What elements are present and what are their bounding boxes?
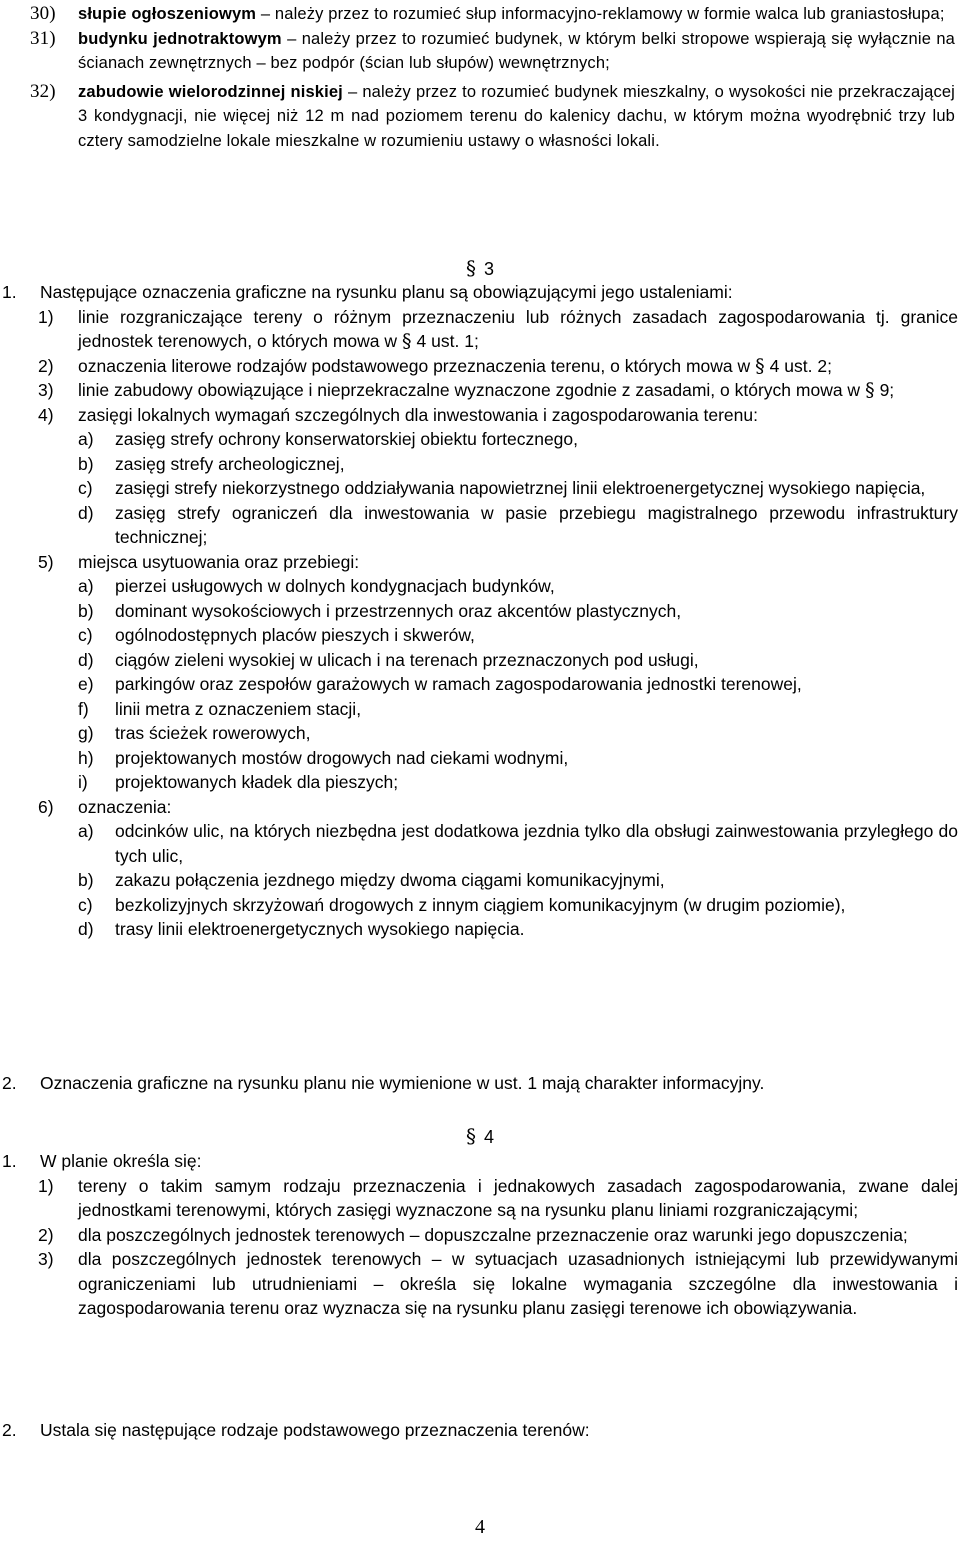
section-3-body <box>0 280 958 942</box>
definition-number: 30) <box>30 3 56 24</box>
sub-list-item: b) zasięg strefy archeologicznej, <box>78 453 345 474</box>
section-symbol: § <box>465 1124 476 1148</box>
list-item: 2) oznaczenia literowe rodzajów podstawowego przeznaczenia terenu, o których mowa w § 4 ust. 2; <box>38 354 832 377</box>
definition-text: – należy przez to rozumieć budynek mieszkalny, o wysokości nie przekraczającej 3 kondygnacji, nie więcej niż 12 m nad poziomem terenu do kalenicy dachu, w którym można wyodrębnić trzy lub cztery samodzielne lokale mieszkalne w rozumieniu ustawy o własności lokali. <box>78 82 955 150</box>
definition-item <box>30 80 955 154</box>
section-symbol: § <box>755 354 765 377</box>
section-3-heading <box>0 256 960 280</box>
sub-list-item: d) trasy linii elektroenergetycznych wysokiego napięcia. <box>78 919 525 939</box>
list-item: 3) linie zabudowy obowiązujące i nieprzekraczalne wyznaczone zgodnie z zasadami, o których mowa w § 9; <box>38 379 895 401</box>
sub-list-item: d) zasięg strefy ograniczeń dla inwestowania w pasie przebiegu magistralnego przewodu infrastruktury technicznej; <box>78 502 958 547</box>
section-symbol: § <box>865 379 875 401</box>
section-number: 4 <box>483 1127 494 1147</box>
definition-text: – należy przez to rozumieć słup informacyjno-reklamowy w formie walca lub graniastosłupa; <box>256 5 945 23</box>
ust-number: 2. <box>2 1420 17 1440</box>
list-item: 2) dla poszczególnych jednostek terenowych – dopuszczalne przeznaczenie oraz warunki jego dopuszczenia; <box>38 1224 908 1245</box>
definition-item <box>30 27 955 76</box>
ust-number: 1. <box>2 1151 17 1171</box>
ust-1 <box>0 1149 958 1174</box>
list-item: 1) tereny o takim samym rodzaju przeznaczenia i jednakowych zasadach zagospodarowania, zwane dalej jednostkami terenowymi, których zasięgi wyznaczone są na rysunku planu liniami rozgraniczającymi; <box>38 1175 958 1220</box>
ust-number: 1. <box>2 282 17 302</box>
definition-term: budynku jednotraktowym <box>78 29 282 48</box>
list-item: 4) zasięgi lokalnych wymagań szczególnych dla inwestowania i zagospodarowania terenu: <box>38 404 758 425</box>
sub-list-item: c) ogólnodostępnych placów pieszych i skwerów, <box>78 625 475 645</box>
ust-text: Ustala się następujące rodzaje podstawowego przeznaczenia terenów: <box>40 1420 590 1440</box>
sub-list-item: c) bezkolizyjnych skrzyżowań drogowych z innym ciągiem komunikacyjnym (w drugim poziomie), <box>78 894 846 915</box>
definitions-list <box>30 0 955 153</box>
list-item: 1) linie rozgraniczające tereny o różnym przeznaczeniu lub różnych zasadach zagospodarowania tj. granice jednostek terenowych, o których mowa w § 4 ust. 1; <box>38 306 958 352</box>
sub-list-item: g) tras ścieżek rowerowych, <box>78 723 311 743</box>
ust-text: Następujące oznaczenia graficzne na rysunku planu są obowiązującymi jego ustaleniami: <box>40 282 733 302</box>
sub-list-item: b) zakazu połączenia jezdnego między dwoma ciągami komunikacyjnymi, <box>78 870 665 890</box>
sub-list-item: d) ciągów zieleni wysokiej w ulicach i na terenach przeznaczonych pod usługi, <box>78 649 699 670</box>
definition-term: słupie ogłoszeniowym <box>78 5 257 23</box>
list-item: 6) oznaczenia: <box>38 796 172 817</box>
sub-list-item: b) dominant wysokościowych i przestrzennych oraz akcentów plastycznych, <box>78 600 682 621</box>
section-symbol: § <box>402 330 412 352</box>
section-number: 3 <box>483 259 494 279</box>
ust-1 <box>0 280 958 305</box>
definition-text: – należy przez to rozumieć budynek, w którym belki stropowe wspierają się wyłącznie na ścianach zewnętrznych – bez podpór (ścian lub słupów) wewnętrznych; <box>78 29 955 72</box>
page-number: 4 <box>475 1516 485 1538</box>
section-3-ust-2 <box>0 1071 958 1096</box>
definition-number: 32) <box>30 80 56 102</box>
list-item: 5) miejsca usytuowania oraz przebiegi: <box>38 551 360 572</box>
definition-term: zabudowie wielorodzinnej niskiej <box>78 82 343 101</box>
sub-list-item: h) projektowanych mostów drogowych nad ciekami wodnymi, <box>78 747 569 768</box>
sub-list-item: c) zasięgi strefy niekorzystnego oddziaływania napowietrznej linii elektroenergetycznej wysokiego napięcia, <box>78 478 926 498</box>
sub-list-item: a) pierzei usługowych w dolnych kondygnacjach budynków, <box>78 576 555 596</box>
ust-text: W planie określa się: <box>40 1151 202 1171</box>
section-4-heading <box>0 1124 960 1148</box>
definition-item <box>30 2 955 27</box>
sub-list-item: a) zasięg strefy ochrony konserwatorskiej obiektu fortecznego, <box>78 429 579 449</box>
ust-text: Oznaczenia graficzne na rysunku planu nie wymienione w ust. 1 mają charakter informacyjny. <box>40 1073 765 1093</box>
sub-list-item: e) parkingów oraz zespołów garażowych w ramach zagospodarowania jednostki terenowej, <box>78 674 802 694</box>
sub-list-item: a) odcinków ulic, na których niezbędna jest dodatkowa jezdnia tylko dla obsługi zainwestowania przyległego do tych ulic, <box>78 821 958 866</box>
list-item: 3) dla poszczególnych jednostek terenowych – w sytuacjach uzasadnionych istniejącymi lub przewidywanymi ograniczeniami lub utrudnieniami – określa się lokalne wymagania szczególne dla inwestowania i zagospodarowania terenu oraz wyznacza się na rysunku planu zasięgi terenowe ich obowiązywania. <box>38 1249 958 1318</box>
section-4-ust-2 <box>0 1418 958 1443</box>
sub-list-item: f) linii metra z oznaczeniem stacji, <box>78 698 362 719</box>
section-symbol: § <box>465 256 476 280</box>
definition-number: 31) <box>30 27 56 49</box>
sub-list-item: i) projektowanych kładek dla pieszych; <box>78 772 399 792</box>
section-4-body <box>0 1149 958 1321</box>
ust-number: 2. <box>2 1073 17 1093</box>
